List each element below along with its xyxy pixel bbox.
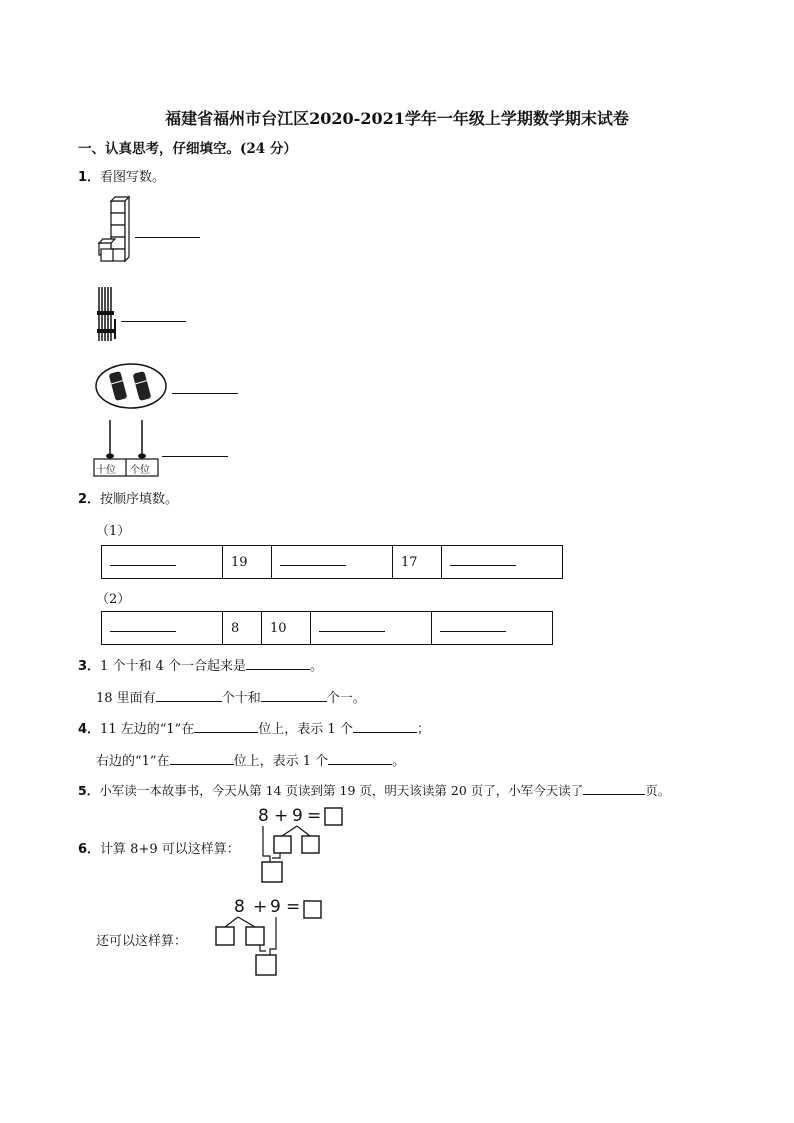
split-diagram-1 [258,806,348,886]
sequence-cell: 17 [393,546,442,579]
answer-blank[interactable] [110,555,176,566]
sequence-cell: 19 [223,546,272,579]
question-number: 3． [78,659,101,674]
sequence-table-2 [101,611,553,645]
answer-box[interactable] [274,836,291,853]
question-6 [78,838,240,857]
answer-blank[interactable] [280,555,346,566]
answer-blank[interactable] [246,657,310,670]
sequence-cell: 8 [223,612,262,645]
question-6-alt: 还可以这样算： [96,934,188,949]
answer-box[interactable] [302,836,319,853]
question-text: 个十和 [221,691,261,706]
question-text: 页。 [645,783,671,798]
cubes-icon [95,195,135,265]
part-label: （1） [96,524,131,539]
question-number: 2． [78,492,101,507]
answer-blank[interactable] [450,555,516,566]
operand-8: 8 [258,806,269,826]
answer-blank[interactable] [162,456,228,457]
bundles-oval-icon [94,362,170,412]
answer-blank[interactable] [261,689,327,702]
answer-blank[interactable] [110,621,176,632]
question-text: 1 个十和 4 个一合起来是 [100,659,246,674]
stick-bundle-icon [96,285,120,345]
operand-8: 8 [234,897,245,917]
operand-9: 9 [270,897,281,917]
abacus-tens-label: 十位 [96,465,116,476]
question-text: 个一。 [326,691,366,706]
question-text: 看图写数。 [100,170,166,185]
question-text: 小军读一本故事书，今天从第 14 页读到第 19 页，明天该读第 20 页了，小军今天读了 [99,783,584,798]
plus-sign: + [253,897,268,917]
answer-blank[interactable] [156,689,222,702]
sequence-cell[interactable] [432,612,553,645]
question-2 [78,488,178,507]
answer-box[interactable] [246,927,264,945]
answer-blank[interactable] [135,237,200,238]
sequence-cell[interactable] [102,546,223,579]
split-diagram-2 [210,897,330,979]
question-5 [78,781,670,799]
question-text: ； [416,722,430,737]
section-heading: 一、认真思考，仔细填空。(24 分） [78,141,297,157]
answer-box[interactable] [304,901,321,918]
sequence-cell[interactable] [272,546,393,579]
equals-sign: = [307,806,322,826]
question-text: 位上，表示 1 个 [258,722,353,737]
answer-blank[interactable] [353,720,417,733]
question-1 [78,166,165,185]
question-3-line-2 [96,687,366,706]
question-number: 6． [78,842,101,857]
question-text: 11 左边的“1”在 [100,722,195,737]
sequence-table-1 [101,545,563,579]
question-text: 右边的“1”在 [96,754,170,769]
question-text: 。 [392,754,406,769]
question-4-line-2 [96,750,405,769]
answer-blank[interactable] [121,321,186,322]
question-text: 按顺序填数。 [100,492,179,507]
sequence-cell[interactable] [311,612,432,645]
answer-blank[interactable] [328,752,392,765]
part-label: （2） [96,592,131,607]
answer-blank[interactable] [440,621,506,632]
operand-9: 9 [292,806,303,826]
question-number: 4． [78,722,101,737]
question-text: 18 里面有 [96,691,156,706]
question-3 [78,655,323,674]
page-title: 福建省福州市台江区2020-2021学年一年级上学期数学期末试卷 [165,109,629,128]
answer-blank[interactable] [583,782,645,795]
sequence-cell[interactable] [442,546,563,579]
answer-box[interactable] [256,955,276,975]
answer-blank[interactable] [170,752,234,765]
sequence-cell[interactable] [102,612,223,645]
plus-sign: + [274,806,289,826]
sequence-cell: 10 [262,612,311,645]
question-text: 位上，表示 1 个 [233,754,329,769]
question-4 [78,718,430,737]
question-number: 1． [78,170,101,185]
answer-blank[interactable] [194,720,258,733]
question-number: 5． [78,783,100,798]
answer-blank[interactable] [172,393,238,394]
answer-box[interactable] [216,927,234,945]
equals-sign: = [286,897,301,917]
answer-blank[interactable] [319,621,385,632]
question-text: 计算 8+9 可以这样算： [100,842,240,857]
answer-box[interactable] [262,862,282,882]
answer-box[interactable] [325,808,342,825]
question-text: 。 [310,659,324,674]
abacus-ones-label: 个位 [130,465,150,476]
